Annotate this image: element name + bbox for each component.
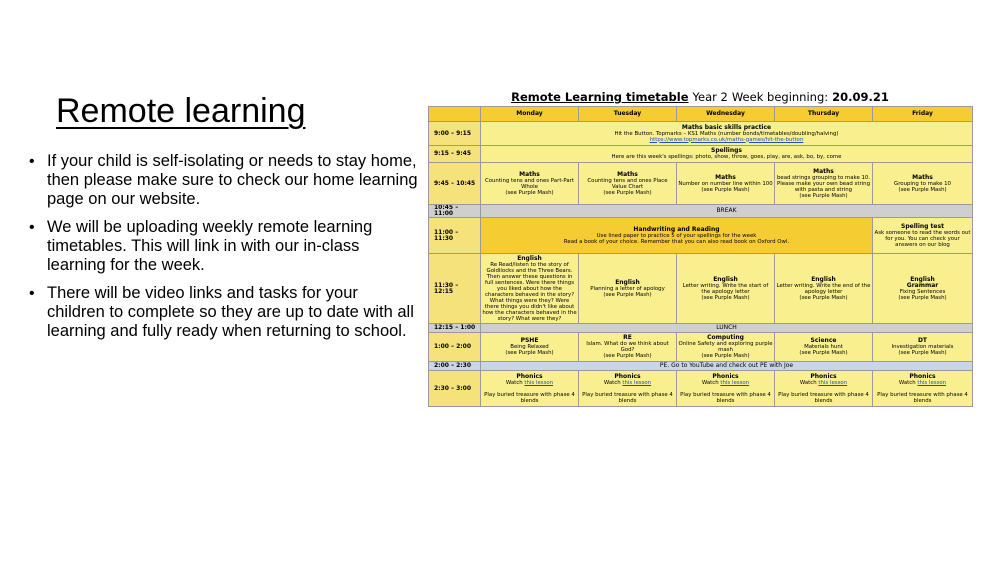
cell-text: Watch [799, 379, 817, 386]
time-cell: 9:15 – 9:45 [429, 146, 481, 163]
cell-text: Ask someone to read the words out for you. You can check your answers on our blog [874, 229, 971, 248]
lesson-cell [481, 163, 579, 205]
time-cell: 2:30 – 3:00 [429, 371, 481, 407]
cell-note: (see Purple Mash) [898, 294, 947, 301]
cell-text: Play buried treasure with phase 4 blends [484, 391, 575, 404]
lunch-cell: LUNCH [481, 324, 973, 333]
cell-note: (see Purple Mash) [799, 350, 848, 356]
cell-title: English [517, 254, 542, 262]
cell-text: Counting tens and ones Place Value Chart [587, 177, 668, 190]
cell-title: Phonics [712, 372, 739, 380]
break-cell: BREAK [481, 205, 973, 218]
table-row [429, 163, 973, 205]
header-time [429, 107, 481, 122]
cell-title: PSHE [520, 337, 539, 344]
table-row [429, 362, 973, 371]
cell-title: Phonics [614, 372, 641, 380]
lesson-link[interactable]: this lesson [917, 379, 947, 386]
lesson-cell [579, 333, 677, 362]
header-day: Tuesday [579, 107, 677, 122]
maths-skills-cell [481, 122, 973, 146]
lesson-link[interactable]: this lesson [818, 379, 848, 386]
lesson-cell [677, 254, 775, 324]
cell-text: Watch [603, 379, 621, 386]
bullet-list [28, 152, 420, 350]
lesson-cell [873, 254, 973, 324]
cell-title: DT [917, 337, 928, 344]
cell-title: Maths [912, 173, 933, 181]
time-cell: 10:45 – 11:00 [429, 205, 481, 218]
cell-title: Maths [519, 170, 540, 178]
table-row [429, 146, 973, 163]
lesson-link[interactable]: this lesson [524, 379, 554, 386]
cell-title: English [615, 278, 640, 286]
cell-text: Play buried treasure with phase 4 blends [680, 391, 771, 404]
cell-text: Letter writing. Write the end of the apology letter [776, 282, 871, 295]
phonics-cell [775, 371, 873, 407]
header-day: Thursday [775, 107, 873, 122]
cell-note: (see Purple Mash) [505, 350, 554, 356]
lesson-cell [873, 163, 973, 205]
cell-text: Investigation materials [891, 344, 954, 350]
cell-title: Phonics [909, 372, 936, 380]
lesson-cell [677, 163, 775, 205]
lesson-cell [579, 254, 677, 324]
cell-title: Maths basic skills practice [681, 123, 772, 131]
cell-text: Grouping to make 10 [894, 180, 951, 187]
cell-title: English [811, 275, 836, 283]
cell-title: Science [810, 337, 837, 344]
cell-note: (see Purple Mash) [701, 186, 750, 193]
cell-text: Watch [701, 379, 719, 386]
cell-text: Watch [505, 379, 523, 386]
cell-note: (see Purple Mash) [898, 350, 947, 356]
cell-text: Online Safety and exploring purple mash [678, 341, 773, 353]
cell-text: Watch [898, 379, 916, 386]
cell-note: (see Purple Mash) [701, 294, 750, 301]
time-cell: 9:45 – 10:45 [429, 163, 481, 205]
cell-text: Hit the Button. Topmarks – KS1 Maths (number bonds/timetables/doubling/halving) [614, 130, 839, 137]
bullet-item: • If your child is self-isolating or needs to stay home, then please make sure to check our home learning page on our website. [28, 152, 420, 209]
cell-note: (see Purple Mash) [898, 186, 947, 193]
cell-text: Being Relaxed [510, 344, 549, 350]
cell-title: English [910, 275, 935, 283]
cell-note: (see Purple Mash) [603, 189, 652, 196]
cell-text: Letter writing. Write the start of the apology letter [682, 282, 769, 295]
time-cell: 1:00 – 2:00 [429, 333, 481, 362]
cell-title: Spellings [711, 147, 742, 154]
lesson-link[interactable]: this lesson [622, 379, 652, 386]
lesson-cell [775, 254, 873, 324]
table-row [429, 371, 973, 407]
timetable-year: Year 2 [692, 90, 728, 104]
cell-title: Phonics [810, 372, 837, 380]
cell-note: (see Purple Mash) [603, 291, 652, 298]
cell-title: Maths [617, 170, 638, 178]
cell-note: (see Purple Mash) [505, 189, 554, 196]
lesson-cell [873, 333, 973, 362]
cell-title: Maths [813, 167, 834, 175]
cell-subtitle: Grammar [906, 281, 939, 289]
header-day: Wednesday [677, 107, 775, 122]
cell-text: Use lined paper to practice 5 of your spellings for the week [596, 232, 757, 239]
time-cell: 9:00 – 9:15 [429, 122, 481, 146]
phonics-cell [677, 371, 775, 407]
phonics-cell [481, 371, 579, 407]
week-date: 20.09.21 [832, 90, 889, 104]
cell-note: (see Purple Mash) [603, 353, 652, 359]
cell-text: Number on number line within 100 [678, 180, 773, 187]
phonics-cell [579, 371, 677, 407]
cell-text: Play buried treasure with phase 4 blends [877, 391, 968, 404]
lesson-cell [481, 333, 579, 362]
timetable-image [428, 90, 972, 407]
cell-text: Islam. What do we think about God? [586, 341, 669, 353]
timetable-heading [428, 90, 972, 106]
table-row [429, 218, 973, 254]
spellings-cell [481, 146, 973, 163]
cell-text: Play buried treasure with phase 4 blends [582, 391, 673, 404]
cell-text: Materials hunt [804, 344, 843, 350]
cell-text: Read a book of your choice. Remember that you can also read book on Oxford Owl. [563, 238, 790, 245]
timetable-title: Remote Learning timetable [511, 90, 689, 104]
time-cell: 2:00 – 2:30 [429, 362, 481, 371]
lesson-cell [677, 333, 775, 362]
bullet-item: • We will be uploading weekly remote learning timetables. This will link in with our in-class learning for the week. [28, 218, 420, 275]
lesson-cell [481, 254, 579, 324]
cell-text: Re Read/listen to the story of Goldilocks and the Three Bears. Then answer these questions in full sentences. Were there things you liked about how the characters behaved in the story? What things were they? Were there things you didn't like about how the characters behaved in the story? What were they? [482, 261, 577, 322]
bullet-item: • There will be video links and tasks for your children to complete so they are up to date with all learning and fully ready when returning to school. [28, 284, 420, 341]
table-row [429, 205, 973, 218]
cell-title: Handwriting and Reading [633, 225, 720, 233]
time-cell: 12:15 – 1:00 [429, 324, 481, 333]
cell-text: Here are this week's spellings: photo, show, throw, goes, play, are, ask, bo, by, come [611, 154, 842, 160]
lesson-cell [775, 333, 873, 362]
cell-title: Spelling test [901, 222, 944, 230]
cell-text: Fixing Sentences [899, 288, 946, 295]
table-row [429, 254, 973, 324]
table-row [429, 122, 973, 146]
table-row [429, 333, 973, 362]
lesson-link[interactable]: this lesson [720, 379, 750, 386]
lesson-cell [775, 163, 873, 205]
time-cell: 11:00 – 11:30 [429, 218, 481, 254]
timetable [428, 106, 973, 407]
slide-title: Remote learning [56, 92, 306, 130]
table-row [429, 324, 973, 333]
topmarks-link[interactable]: https://www.topmarks.co.uk/maths-games/hit-the-button [649, 136, 804, 143]
time-cell: 11:30 – 12:15 [429, 254, 481, 324]
header-day: Friday [873, 107, 973, 122]
cell-title: Computing [707, 334, 744, 341]
cell-note: (see Purple Mash) [799, 294, 848, 301]
cell-text: bead strings grouping to make 10. Please make your own bead string with pasta and string [776, 174, 871, 193]
cell-title: Maths [715, 173, 736, 181]
pe-cell: PE. Go to YouTube and check out PE with Joe [481, 362, 973, 371]
phonics-cell [873, 371, 973, 407]
table-header-row [429, 107, 973, 122]
cell-title: Phonics [516, 372, 543, 380]
cell-title: RE [623, 334, 632, 341]
cell-text: Planning a letter of apology [590, 285, 665, 292]
lesson-cell [579, 163, 677, 205]
header-day: Monday [481, 107, 579, 122]
week-label: Week beginning: [731, 90, 829, 104]
cell-note: (see Purple Mash) [799, 192, 848, 199]
cell-note: (see Purple Mash) [701, 353, 750, 359]
cell-text: Counting tens and ones Part-Part Whole [484, 177, 575, 190]
spelling-test-cell [873, 218, 973, 254]
cell-text: Play buried treasure with phase 4 blends [778, 391, 869, 404]
handwriting-reading-cell [481, 218, 873, 254]
cell-title: English [713, 275, 738, 283]
